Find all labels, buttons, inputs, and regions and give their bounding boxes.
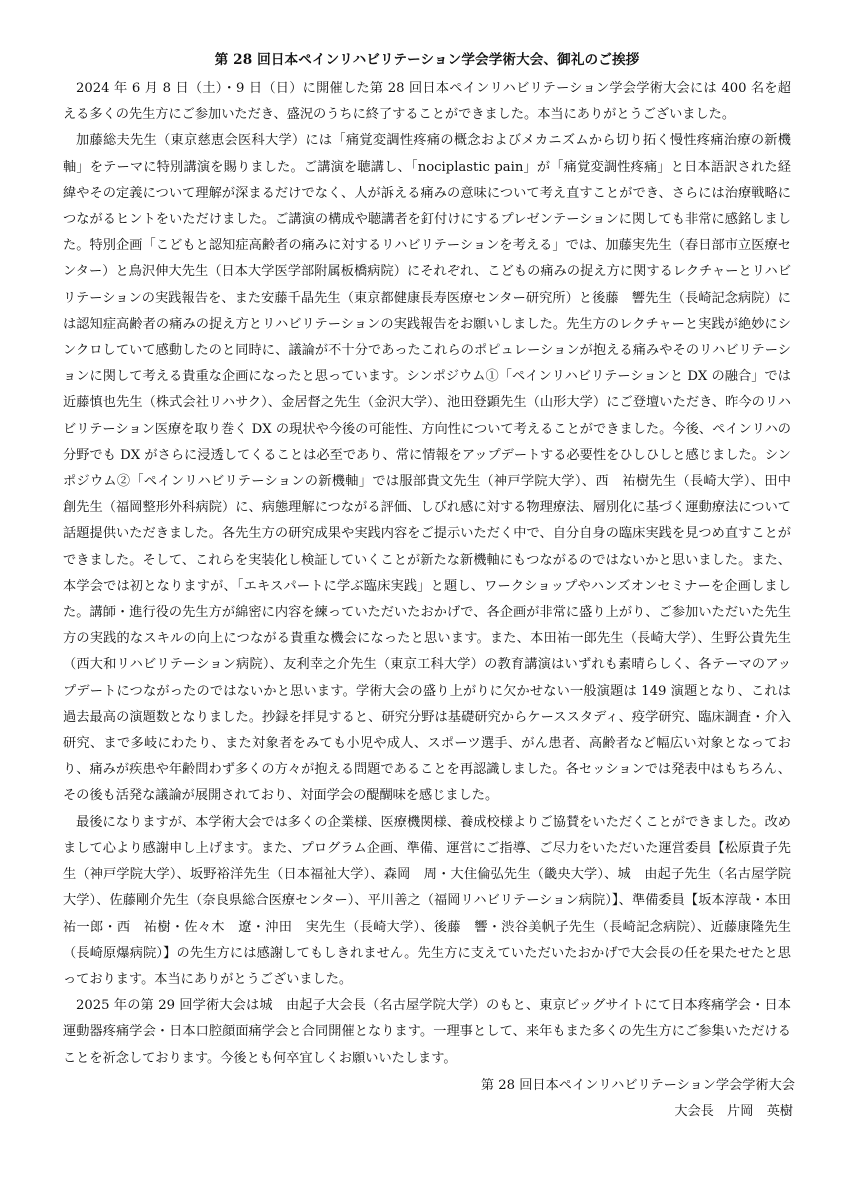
paragraph-next-meeting: 2025 年の第 29 回学術大会は城 由起子大会長（名古屋学院大学）のもと、東京ビッグサイトにて日本疼痛学会・日本運動器疼痛学会・日本口腔顔面痛学会と合同開催となります。一理事として、来年もまた多くの先生方にご参集いただけることを祈念しております。今後とも何卒宜しくお願いいたします。	[63, 998, 791, 1066]
signature-president: 大会長 片岡 英樹	[674, 1103, 793, 1119]
paragraph-program-review: 加藤総夫先生（東京慈恵会医科大学）には「痛覚変調性疼痛の概念およびメカニズムから切り拓く慢性疼痛治療の新機軸」をテーマに特別講演を賜りました。ご講演を聴講し、「nociplastic pain」が「痛覚変調性疼痛」と日本語訳された経緯やその定義について理解が深まるだけでなく、人が訴える痛みの意味について考え直すことができ、さらには治療戦略につながるヒントをいただけました。ご講演の構成や聴講者を釘付けにするプレゼンテーションに関しても非常に感銘しました。特別企画「こどもと認知症高齢者の痛みに対するリハビリテーションを考える」では、加藤実先生（春日部市立医療センター）と鳥沢伸大先生（日本大学医学部附属板橋病院）にそれぞれ、こどもの痛みの捉え方に関するレクチャーとリハビリテーションの実践報告を、また安藤千晶先生（東京都健康長寿医療センター研究所）と後藤 響先生（長崎記念病院）には認知症高齢者の痛みの捉え方とリハビリテーションの実践報告をお願いしました。先生方のレクチャーと実践が絶妙にシンクロしていて感動したのと同時に、議論が不十分であったこれらのポピュレーションが抱える痛みやそのリハビリテーションに関して考える貴重な企画になったと思っています。シンポジウム①「ペインリハビリテーションと DX の融合」では近藤慎也先生（株式会社リハサク）、金居督之先生（金沢大学）、池田登顕先生（山形大学）にご登壇いただき、昨今のリハビリテーション医療を取り巻く DX の現状や今後の可能性、方向性について考えることができました。今後、ペインリハの分野でも DX がさらに浸透してくることは必至であり、常に情報をアップデートする必要性をひしひしと感じました。シンポジウム②「ペインリハビリテーションの新機軸」では服部貴文先生（神戸学院大学）、西 祐樹先生（長崎大学）、田中 創先生（福岡整形外科病院）に、病態理解につながる評価、しびれ感に対する物理療法、層別化に基づく運動療法について話題提供いただきました。各先生方の研究成果や実践内容をご提示いただく中で、自分自身の臨床実践を見つめ直すことができました。そして、これらを実装化し検証していくことが新たな新機軸にもつながるのではないかと思いました。また、本学会では初となりますが、「エキスパートに学ぶ臨床実践」と題し、ワークショップやハンズオンセミナーを企画しました。講師・進行役の先生方が綿密に内容を練っていただいたおかげで、各企画が非常に盛り上がり、ご参加いただいた先生方の実践的なスキルの向上につながる貴重な機会になったと思います。また、本田祐一郎先生（長崎大学）、生野公貴先生（西大和リハビリテーション病院）、友利幸之介先生（東京工科大学）の教育講演はいずれも素晴らしく、各テーマのアップデートにつながったのではないかと思います。学術大会の盛り上がりに欠かせない一般演題は 149 演題となり、これは過去最高の演題数となりました。抄録を拝見すると、研究分野は基礎研究からケーススタディ、疫学研究、臨床調査・介入研究、まで多岐にわたり、また対象者をみても小児や成人、スポーツ選手、がん患者、高齢者など幅広い対象となっており、痛みが疾患や年齢問わず多くの方々が抱える問題であることを再認識しました。各セッションでは発表中はもちろん、その後も活発な議論が展開されており、対面学会の醍醐味を感じました。	[63, 133, 805, 804]
letter-title: 第 28 回日本ペインリハビリテーション学会学術大会、御礼のご挨拶	[214, 52, 640, 68]
letter-body	[63, 76, 805, 1072]
paragraph-opening: 2024 年 6 月 8 日（土）・9 日（日）に開催した第 28 回日本ペインリハビリテーション学会学術大会には 400 名を超える多くの先生方にご参加いただき、盛況のうちに終了することができました。本当にありがとうございました。	[63, 81, 791, 123]
signature-organization: 第 28 回日本ペインリハビリテーション学会学術大会	[480, 1077, 795, 1093]
signature-block	[63, 1073, 795, 1125]
paragraph-acknowledgements: 最後になりますが、本学術大会では多くの企業様、医療機関様、養成校様よりご協賛をいただくことができました。改めまして心より感謝申し上げます。また、プログラム企画、準備、運営にご指導、ご尽力をいただいた運営委員【松原貴子先生（神戸学院大学）、坂野裕洋先生（日本福祉大学）、森岡 周・大住倫弘先生（畿央大学）、城 由起子先生（名古屋学院大学）、佐藤剛介先生（奈良県総合医療センター）、平川善之（福岡リハビリテーション病院）】、準備委員【坂本淳哉・本田祐一郎・西 祐樹・佐々木 遼・沖田 実先生（長崎大学）、後藤 響・渋谷美帆子先生（長崎記念病院）、近藤康隆先生（長崎原爆病院）】の先生方には感謝してもしきれません。先生方に支えていただいたおかげで大会長の任を果たせたと思っております。本当にありがとうございました。	[63, 814, 791, 987]
